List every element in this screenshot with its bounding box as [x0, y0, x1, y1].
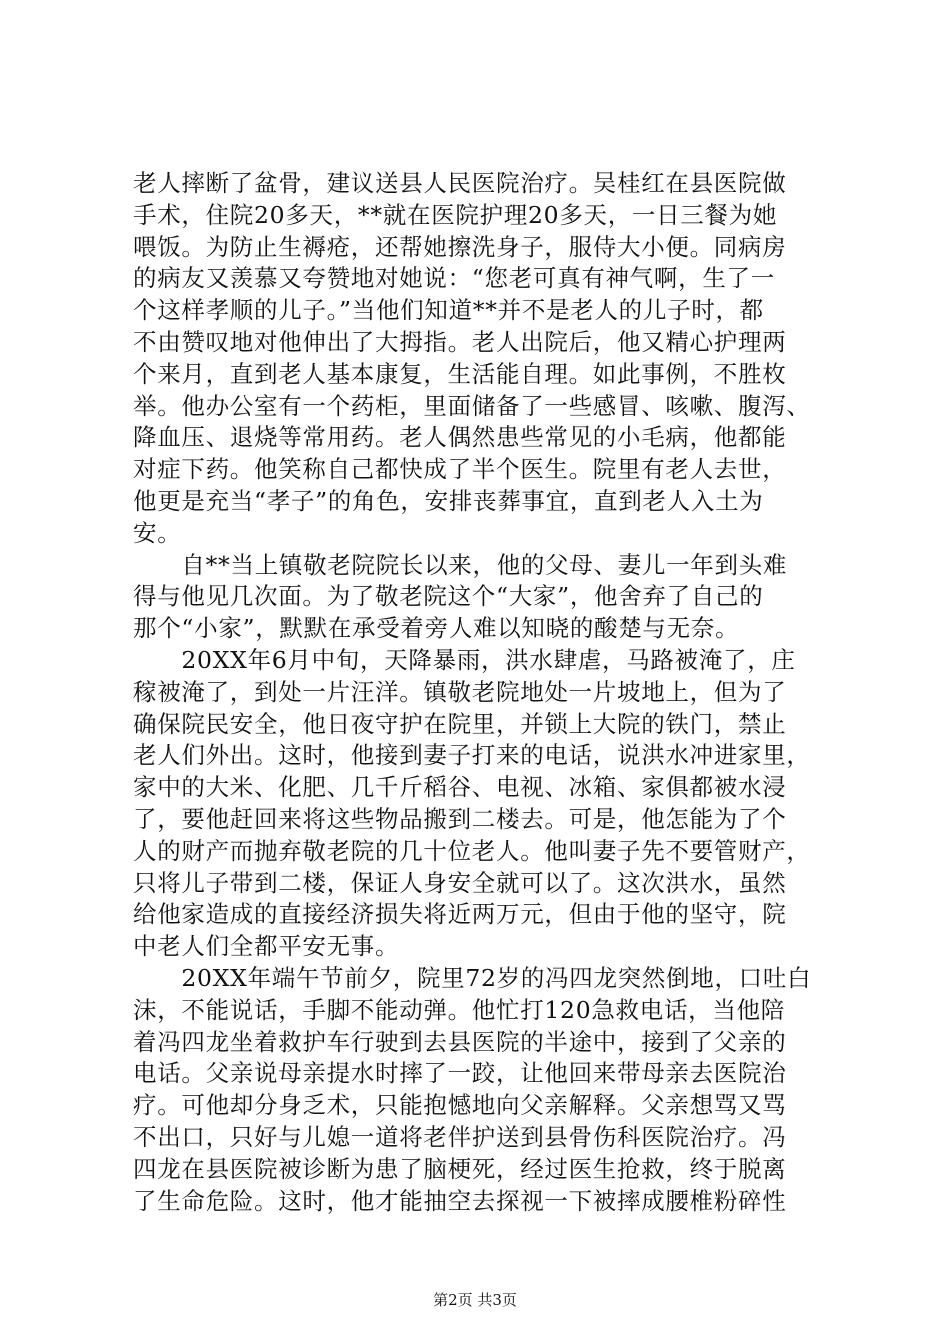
text-line: 20XX年端午节前夕，院里72岁的冯四龙突然倒地，口吐白 [133, 963, 812, 992]
text-line: 着冯四龙坐着救护车行驶到去县医院的半途中，接到了父亲的 [133, 1027, 787, 1056]
text-line: 只将儿子带到二楼，保证人身安全就可以了。这次洪水，虽然 [133, 868, 787, 897]
text-line: 自**当上镇敬老院院长以来，他的父母、妻儿一年到头难 [133, 550, 788, 579]
text-line: 举。他办公室有一个药柜，里面储备了一些感冒、咳嗽、腹泻、 [133, 391, 811, 420]
text-line: 对症下药。他笑称自己都快成了半个医生。院里有老人去世， [133, 455, 787, 484]
text-line: 确保院民安全，他日夜守护在院里，并锁上大院的铁门，禁止 [133, 709, 787, 738]
text-line: 稼被淹了，到处一片汪洋。镇敬老院地处一片坡地上，但为了 [133, 677, 787, 706]
text-line: 个来月，直到老人基本康复，生活能自理。如此事例，不胜枚 [133, 359, 787, 388]
text-line: 老人摔断了盆骨，建议送县人民医院治疗。吴桂红在县医院做 [133, 169, 787, 197]
text-line: 了，要他赶回来将这些物品搬到二楼去。可是，他怎能为了个 [133, 804, 787, 833]
text-line: 得与他见几次面。为了敬老院这个“大家”，他舍弃了自己的 [133, 582, 764, 611]
text-line: 人的财产而抛弃敬老院的几十位老人。他叫妻子先不要管财产， [133, 836, 811, 865]
text-line: 家中的大米、化肥、几千斤稻谷、电视、冰箱、家俱都被水浸 [133, 773, 787, 802]
page-number-footer: 第2页 共3页 [433, 1291, 517, 1309]
text-line: 不由赞叹地对他伸出了大拇指。老人出院后，他又精心护理两 [133, 327, 787, 356]
text-line: 降血压、退烧等常用药。老人偶然患些常见的小毛病，他都能 [133, 423, 787, 452]
text-line: 四龙在县医院被诊断为患了脑梗死，经过医生抢救，终于脱离 [133, 1154, 787, 1183]
text-line: 不出口，只好与儿媳一道将老伴护送到县骨伤科医院治疗。冯 [133, 1122, 787, 1151]
text-line: 电话。父亲说母亲提水时摔了一跤，让他回来带母亲去医院治 [133, 1059, 787, 1088]
body-text [133, 168, 833, 1217]
text-line: 的病友又羡慕又夸赞地对她说：“您老可真有神气啊，生了一 [133, 264, 775, 293]
text-line: 给他家造成的直接经济损失将近两万元，但由于他的坚守，院 [133, 900, 787, 929]
text-line: 了生命危险。这时，他才能抽空去探视一下被摔成腰椎粉碎性 [133, 1186, 787, 1215]
text-line: 那个“小家”，默默在承受着旁人难以知晓的酸楚与无奈。 [133, 614, 740, 643]
text-line: 喂饭。为防止生褥疮，还帮她擦洗身子，服侍大小便。同病房 [133, 232, 787, 261]
text-line: 安。 [133, 518, 182, 547]
text-line: 个这样孝顺的儿子。”当他们知道**并不是老人的儿子时，都 [133, 296, 764, 325]
text-line: 疗。可他却分身乏术，只能抱憾地向父亲解释。父亲想骂又骂 [133, 1091, 787, 1120]
text-line: 中老人们全都平安无事。 [133, 932, 400, 961]
text-line: 他更是充当“孝子”的角色，安排丧葬事宜，直到老人入土为 [133, 486, 764, 515]
text-line: 沫，不能说话，手脚不能动弹。他忙打120急救电话，当他陪 [133, 995, 785, 1024]
text-line: 老人们外出。这时，他接到妻子打来的电话，说洪水冲进家里， [133, 741, 811, 770]
text-line: 手术，住院20多天，**就在医院护理20多天，一日三餐为她 [133, 200, 778, 229]
text-line: 20XX年6月中旬，天降暴雨，洪水肆虐，马路被淹了，庄 [133, 645, 796, 674]
